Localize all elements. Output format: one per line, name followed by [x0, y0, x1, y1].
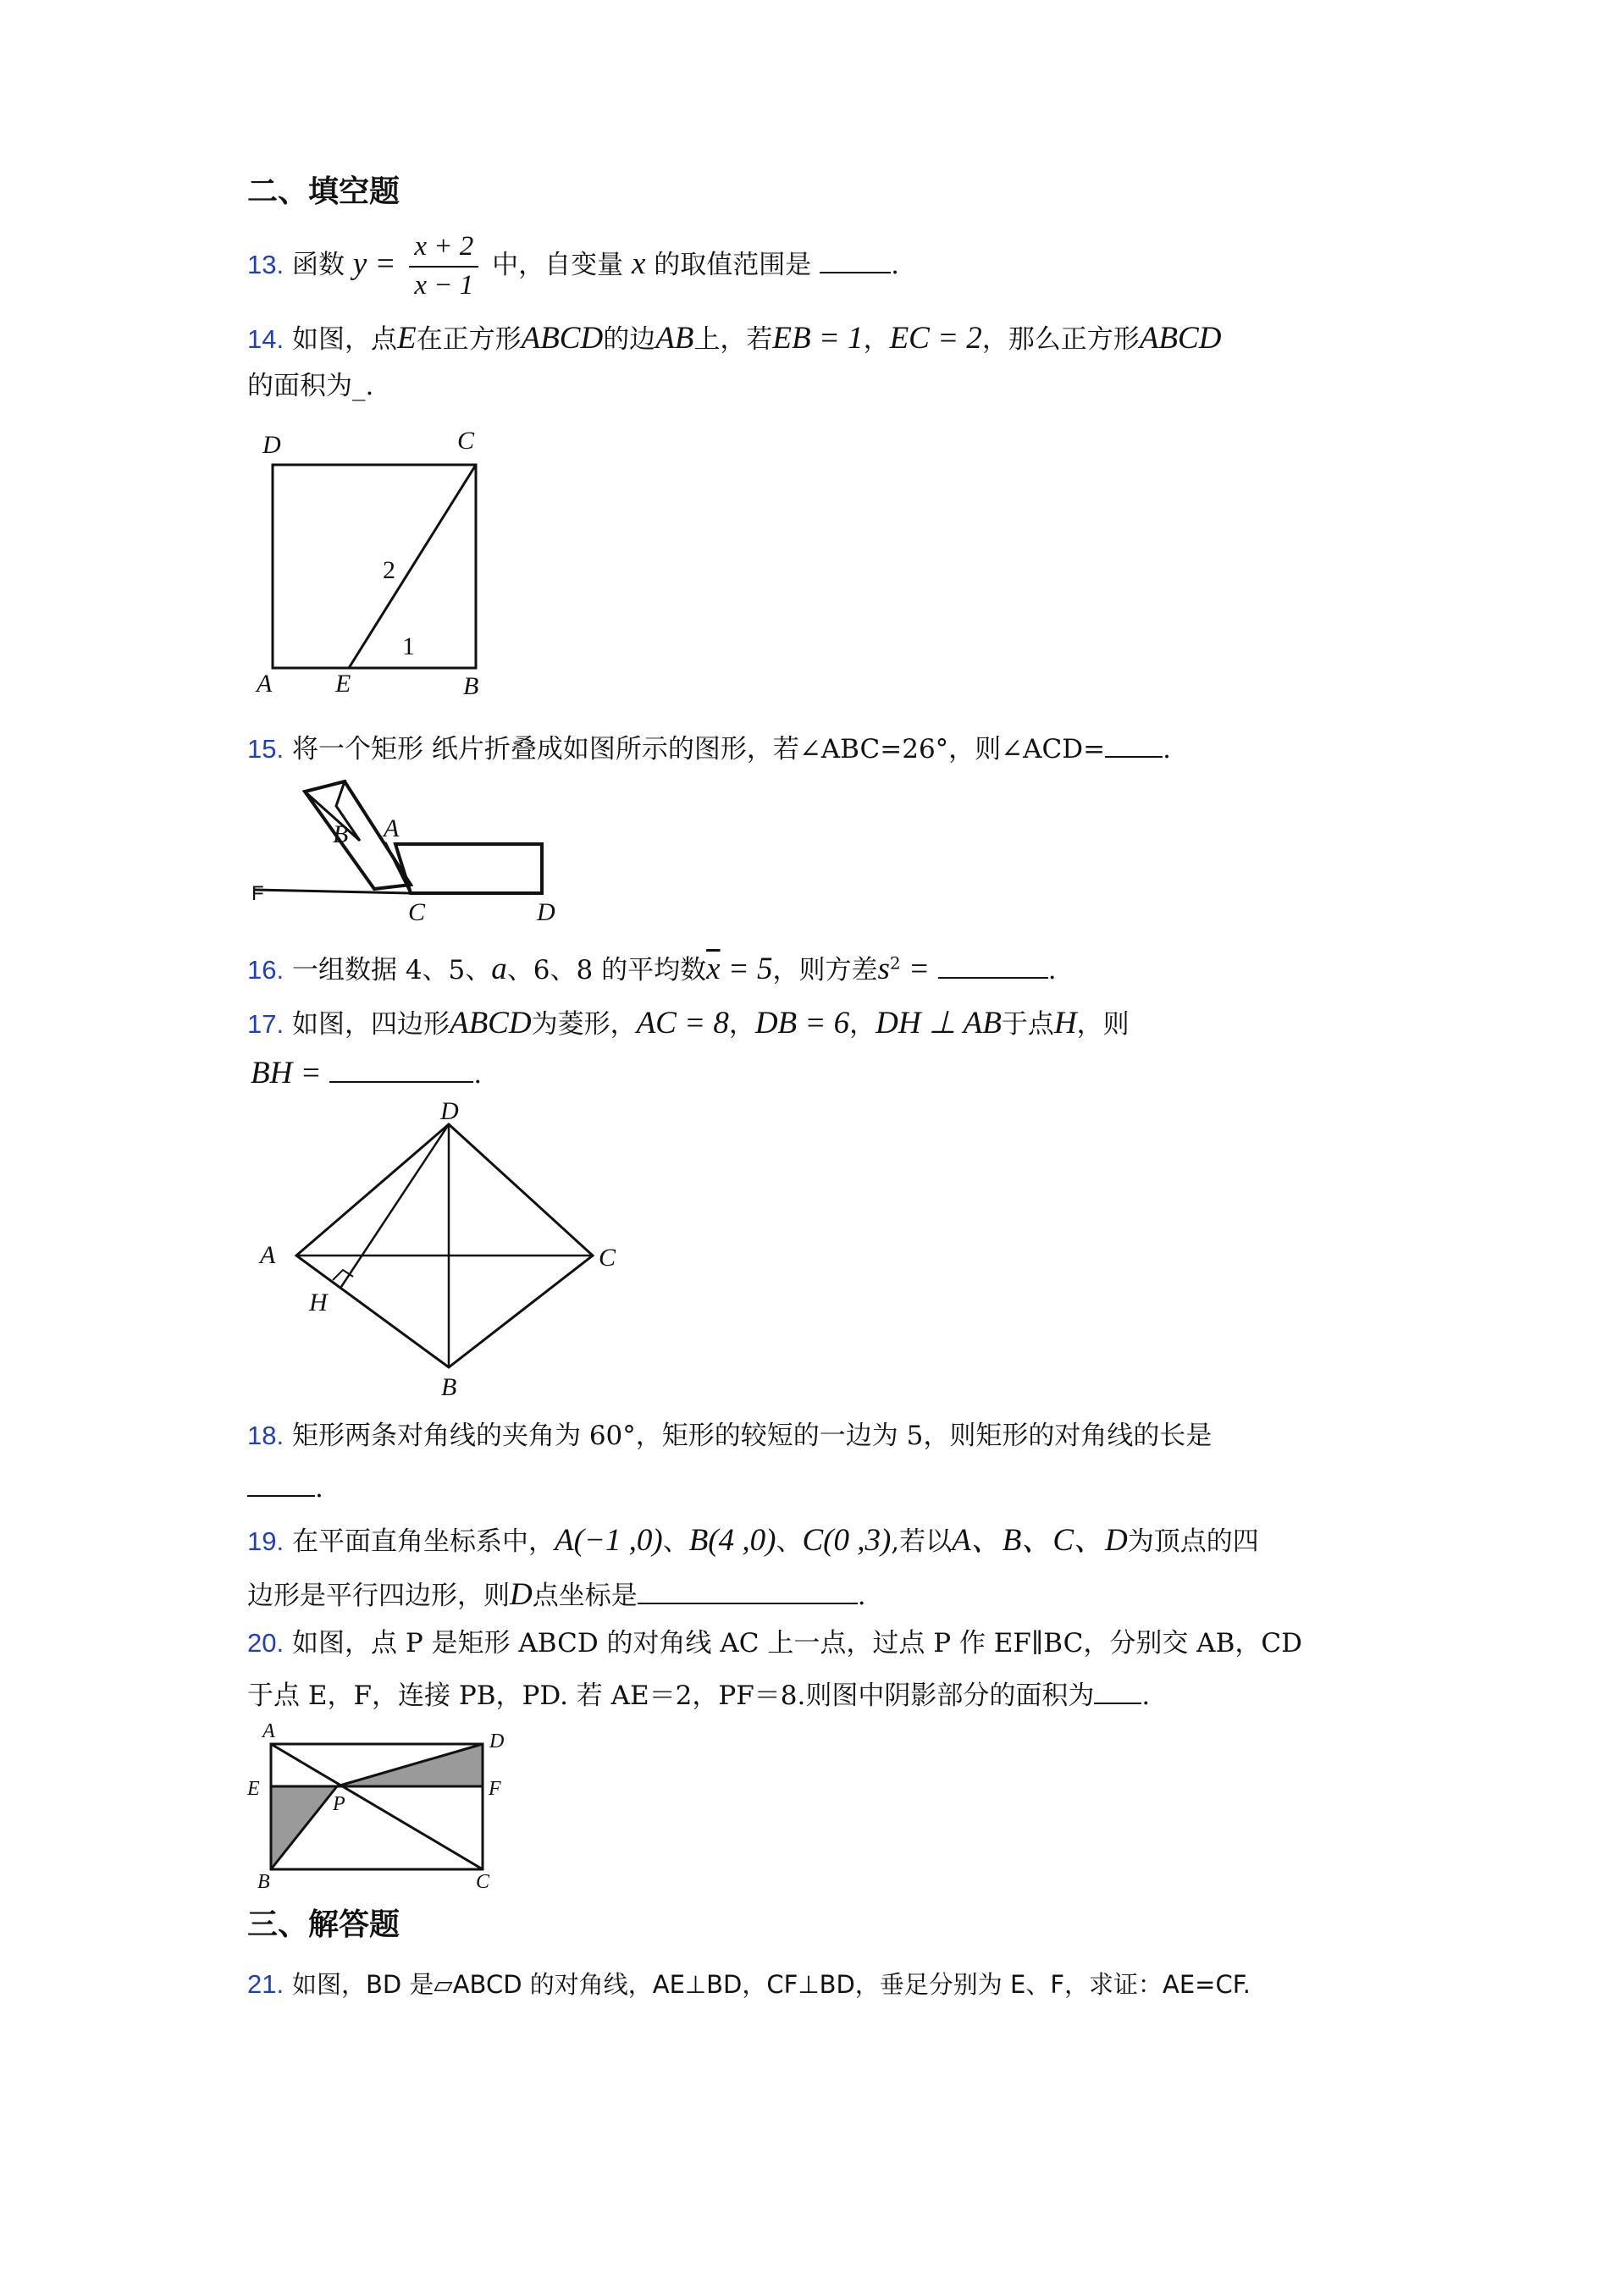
label-A: A: [384, 814, 400, 842]
q17-text: 于点: [1001, 1009, 1054, 1040]
q14-EC: EC = 2: [889, 321, 982, 356]
q19-end: .: [857, 1581, 866, 1611]
label-A: A: [257, 670, 273, 698]
q19-text: 、: [662, 1526, 689, 1557]
q19-text: 点坐标是: [532, 1581, 638, 1611]
question-number: 14.: [247, 324, 284, 354]
label-D: D: [489, 1730, 505, 1752]
q13-fraction: [409, 230, 478, 302]
label-A: A: [262, 1720, 275, 1742]
q16-sup: 2: [889, 952, 901, 974]
question-17-line2: [251, 1055, 482, 1092]
right-angle-mark: [333, 1270, 353, 1280]
q15-end: .: [1163, 734, 1171, 764]
q19-C: C(0 ,3): [802, 1523, 892, 1558]
q17-text: ，则: [1076, 1009, 1130, 1040]
label-2: 2: [383, 556, 395, 584]
question-19-line2: [247, 1576, 866, 1614]
q20-rectangle-figure: [246, 1719, 533, 1905]
question-17: [247, 1005, 1130, 1042]
q16-a: a: [491, 952, 507, 986]
q13-numerator: x + 2: [409, 230, 478, 268]
q14-text: 如图，点: [291, 324, 397, 355]
question-20: [247, 1627, 1302, 1659]
q16-eq: =: [900, 952, 930, 986]
label-B: B: [257, 1871, 270, 1893]
q13-text-mid: 中，自变量: [492, 250, 624, 281]
question-number: 15.: [247, 734, 284, 764]
label-C: C: [476, 1871, 490, 1893]
q17-DB: DB = 6: [754, 1006, 850, 1040]
label-D: D: [537, 898, 555, 926]
question-20-line2: [247, 1676, 1150, 1712]
label-C: C: [599, 1244, 616, 1272]
q14-square-figure: [254, 428, 500, 707]
q16-end: .: [1047, 955, 1057, 985]
q14-AB: AB: [655, 321, 694, 356]
q16-eq: = 5: [720, 952, 773, 986]
q14-ABCD: ABCD: [521, 321, 604, 356]
q14-text: 的边: [603, 324, 656, 355]
q19-D: D: [510, 1577, 533, 1612]
q13-y-eq: y =: [352, 246, 396, 282]
q20-text: 于点 E，F，连接 PB，PD. 若 AE＝2，PF＝8.则图中阴影部分的面积为: [247, 1681, 1095, 1711]
question-14: [247, 320, 1221, 357]
label-H: H: [309, 1289, 328, 1316]
label-E: E: [335, 670, 351, 698]
q19-vertices: A、B、C、D: [952, 1523, 1128, 1558]
q19-text: 边形是平行四边形，则: [247, 1581, 510, 1611]
q17-text: ，: [849, 1009, 876, 1040]
q16-s: s: [877, 952, 890, 986]
segment-DH: [341, 1124, 449, 1287]
answer-blank: [1105, 730, 1163, 758]
q14-text: ，: [863, 324, 890, 355]
q18-text: 矩形两条对角线的夹角为 60°，矩形的较短的一边为 5，则矩形的对角线的长是: [291, 1421, 1212, 1451]
label-F: F: [489, 1778, 501, 1800]
question-16: [247, 951, 1057, 988]
question-number: 20.: [247, 1628, 284, 1658]
q14-ABCD: ABCD: [1139, 321, 1222, 356]
q14-text: ，那么正方形: [981, 324, 1140, 355]
question-19: [247, 1522, 1259, 1559]
question-number: 21.: [247, 1969, 284, 1999]
q16-text: 、6、8 的平均数: [506, 955, 707, 985]
label-D: D: [440, 1097, 459, 1125]
label-A: A: [260, 1241, 276, 1269]
q14-E: E: [396, 321, 417, 356]
q14-line2: 的面积为_.: [247, 371, 374, 401]
q17-DH: DH ⊥ AB: [876, 1006, 1002, 1040]
q21-text: 如图，BD 是▱ABCD 的对角线，AE⊥BD，CF⊥BD，垂足分别为 E、F，求证：AE=CF.: [291, 1970, 1251, 1999]
answer-blank: [820, 246, 891, 273]
q20-text: 如图，点 P 是矩形 ABCD 的对角线 AC 上一点，过点 P 作 EF∥BC，分别交 AB，CD: [291, 1628, 1302, 1659]
q17-text: 如图，四边形: [291, 1009, 450, 1040]
q19-text: 为顶点的四: [1127, 1526, 1259, 1557]
q15-text: 将一个矩形 纸片折叠成如图所示的图形，若∠ABC=26°，则∠ACD=: [291, 734, 1106, 764]
label-B: B: [463, 672, 479, 700]
answer-blank: [1094, 1676, 1141, 1704]
question-21: [247, 1968, 1251, 2001]
q13-var: x: [631, 246, 646, 282]
q17-text: ，: [728, 1009, 755, 1040]
label-P: P: [333, 1793, 345, 1815]
question-18: [247, 1420, 1212, 1452]
q19-text: ,若以: [891, 1526, 953, 1557]
q17-BH: BH =: [251, 1056, 322, 1090]
q13-text-post: 的取值范围是: [654, 250, 812, 281]
q19-text: 在平面直角坐标系中，: [291, 1526, 555, 1557]
rhombus-outline: [296, 1124, 593, 1367]
question-number: 16.: [247, 955, 284, 985]
q19-A: A(−1 ,0): [554, 1523, 663, 1558]
q17-text: 为菱形，: [531, 1009, 637, 1040]
question-number: 18.: [247, 1421, 284, 1450]
question-18-line2: [247, 1469, 323, 1504]
section-title-solve: 三、解答题: [247, 1907, 400, 1942]
q17-AC: AC = 8: [636, 1006, 729, 1040]
q14-EB: EB = 1: [772, 321, 864, 356]
q19-text: 、: [776, 1526, 803, 1557]
square-outline: [273, 465, 476, 668]
answer-blank: [938, 951, 1048, 979]
label-C: C: [408, 898, 426, 926]
question-13: [247, 230, 899, 302]
q13-end: .: [891, 250, 899, 281]
q14-text: 在正方形: [416, 324, 522, 355]
q16-xbar: $\overline{x}$: [706, 952, 721, 986]
q20-end: .: [1141, 1681, 1151, 1711]
answer-blank: [247, 1469, 315, 1497]
label-C: C: [457, 427, 475, 455]
rectangle-part: [395, 844, 542, 893]
q15-folded-rectangle-figure: [250, 775, 572, 927]
answer-blank: [329, 1055, 473, 1083]
answer-blank: [638, 1576, 858, 1604]
q16-text: ，则方差: [772, 955, 878, 985]
label-D: D: [262, 431, 281, 459]
q17-H: H: [1053, 1006, 1077, 1040]
label-B: B: [441, 1373, 457, 1401]
q13-text-pre: 函数: [291, 250, 345, 281]
label-B: B: [333, 820, 349, 848]
line-FC: [254, 890, 411, 893]
q16-text: 一组数据 4、5、: [291, 955, 492, 985]
q19-B: B(4 ,0): [688, 1523, 776, 1558]
section-title-fill-blank: 二、填空题: [247, 174, 400, 209]
q14-text: 上，若: [693, 324, 773, 355]
question-number: 19.: [247, 1526, 284, 1556]
q17-rhombus-figure: [250, 1097, 639, 1414]
label-F: F: [251, 882, 264, 905]
q18-end: .: [315, 1473, 323, 1504]
question-number: 13.: [247, 250, 284, 280]
q17-ABCD: ABCD: [449, 1006, 532, 1040]
q17-end: .: [473, 1059, 483, 1090]
label-1: 1: [402, 632, 415, 660]
q13-denominator: x − 1: [414, 269, 474, 301]
label-E: E: [247, 1778, 260, 1800]
question-number: 17.: [247, 1009, 284, 1039]
question-15: [247, 730, 1171, 765]
